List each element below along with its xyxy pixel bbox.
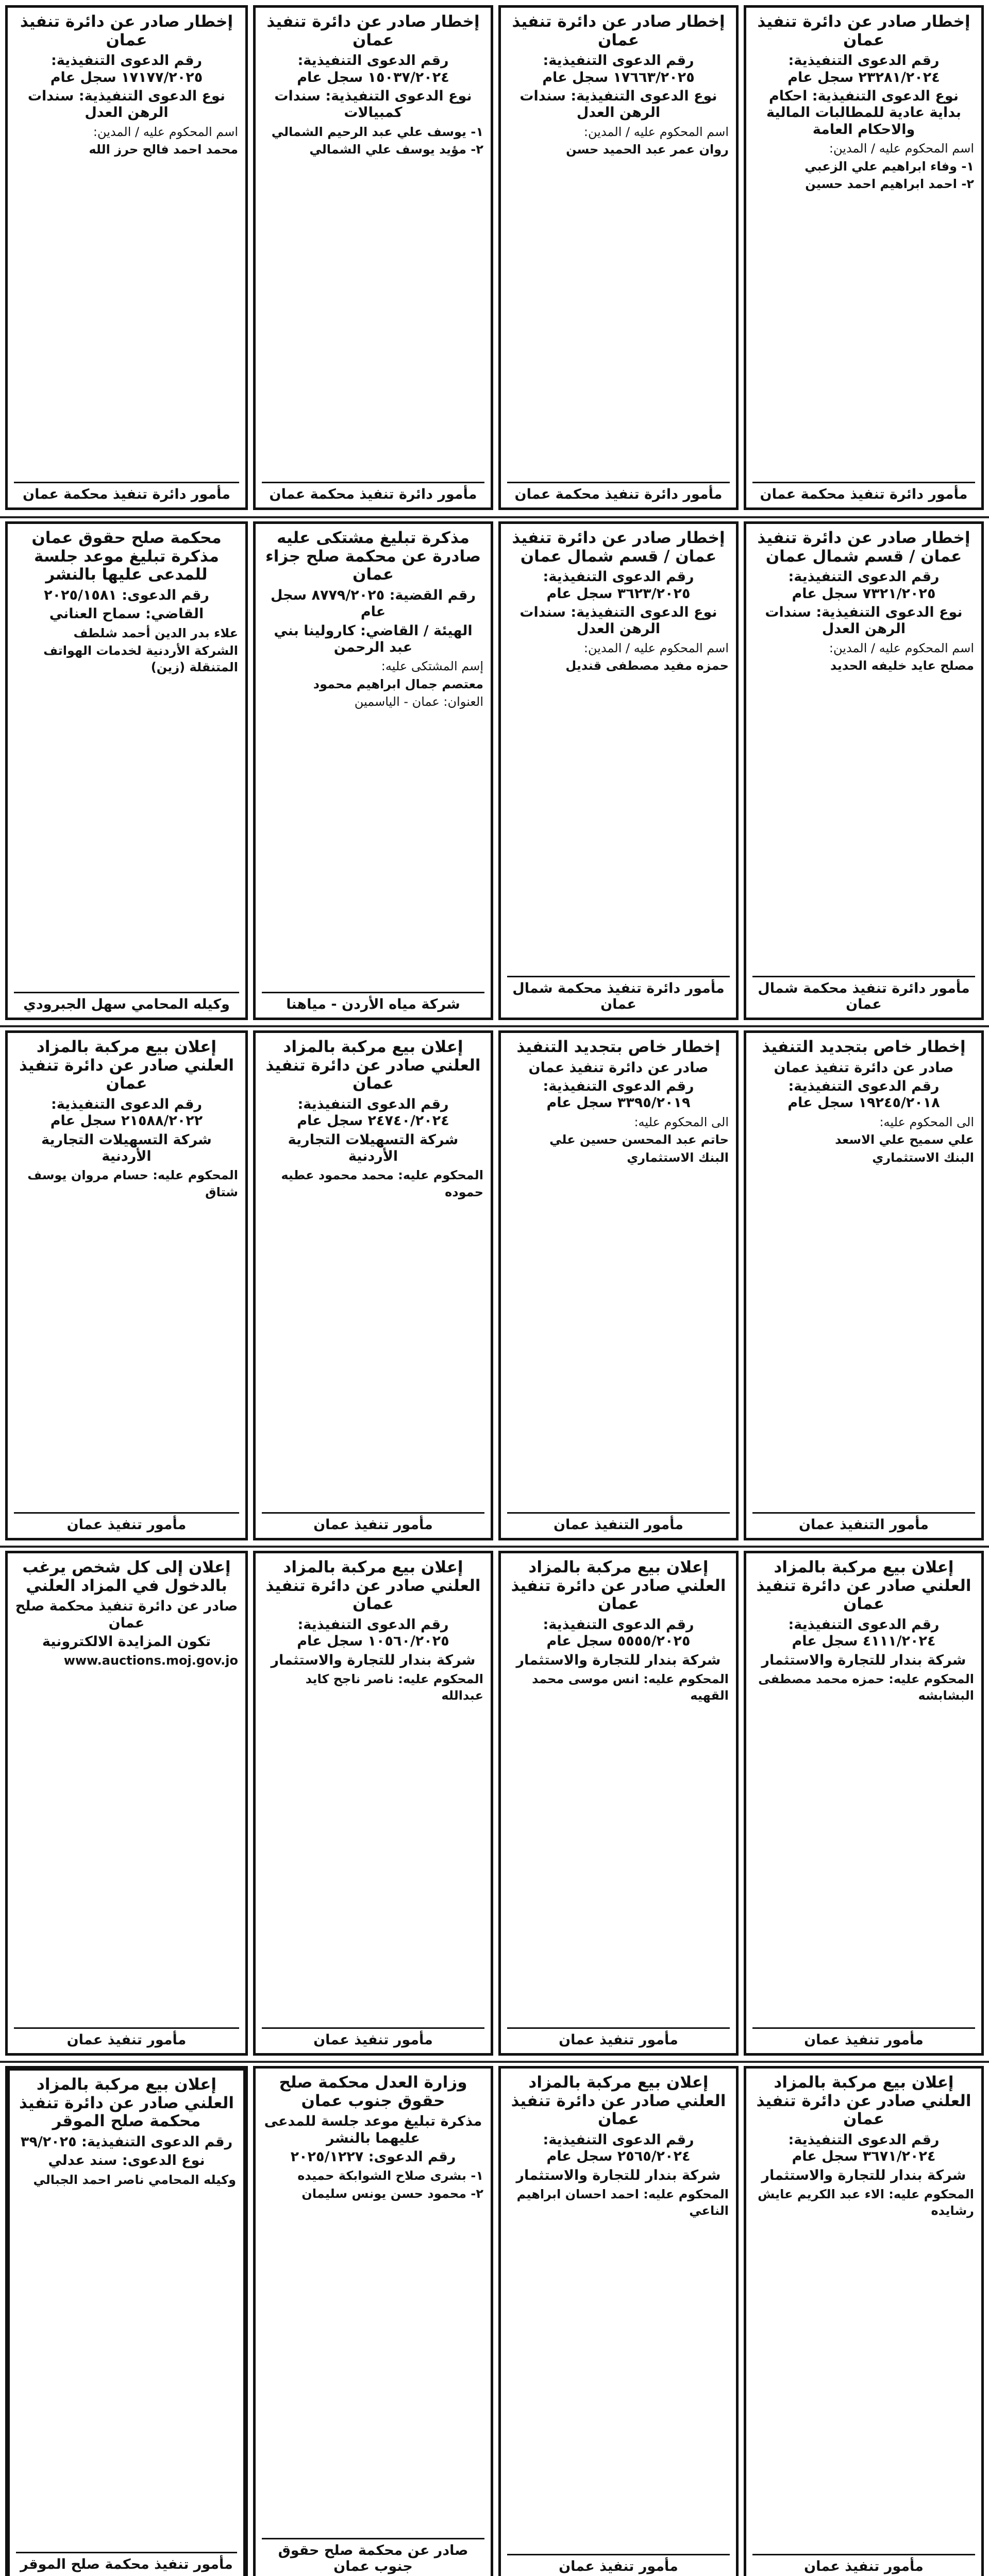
notice-case-type: رقم الدعوى التنفيذية: ٣٣٩٥/٢٠١٩ سجل عام [543, 1078, 694, 1111]
notice-case-type: شركة بندار للتجارة والاستثمار [271, 1652, 476, 1668]
notice-line: علاء بدر الدين أحمد شلطف [73, 625, 238, 640]
notice-case-type: نوع الدعوى التنفيذية: سندات الرهن العدل [27, 88, 226, 121]
notice-card [5, 2066, 248, 2576]
notice-line: اسم المحكوم عليه / المدين: [829, 640, 974, 655]
notice-header: إعلان بيع مركبة بالمزاد العلني صادر عن دائرة تنفيذ عمان [511, 1558, 726, 1614]
notice-line: المحكوم عليه: ناصر ناجح كايد عبدالله [305, 1672, 483, 1703]
notice-line: معتصم جمال ابراهيم محمود [313, 676, 483, 691]
notice-case-type: رقم الدعوى: ٢٠٢٥/١٢٢٧ [290, 2149, 456, 2165]
notice-card [498, 1551, 739, 2056]
notice-footer: شركة مياه الأردن - مياهنا [262, 992, 484, 1012]
notice-case-number: رقم الدعوى التنفيذية: ٢٤٧٤٠/٢٠٢٤ سجل عام [297, 1096, 449, 1129]
notice-header: إعلان بيع مركبة بالمزاد العلني صادر عن دائرة تنفيذ عمان [19, 1038, 234, 1093]
notice-line: ٢- محمود حسن يونس سليمان [301, 2186, 483, 2201]
notice-header: إعلان بيع مركبة بالمزاد العلني صادر عن دائرة تنفيذ عمان [756, 2073, 971, 2129]
notice-header: إعلان بيع مركبة بالمزاد العلني صادر عن دائرة تنفيذ عمان [511, 2073, 726, 2129]
notice-case-type: تكون المزايدة الالكترونية [42, 1634, 211, 1650]
notice-footer: مأمور تنفيذ عمان [14, 2027, 239, 2048]
notice-footer: مأمور دائرة تنفيذ محكمة عمان [262, 482, 484, 502]
row-divider [0, 1025, 989, 1027]
notice-card [253, 521, 493, 1020]
notice-line: العنوان: عمان - الياسمين [354, 694, 483, 709]
notice-case-number: رقم الدعوى التنفيذية: ٣٦٧١/٢٠٢٤ سجل عام [788, 2131, 940, 2165]
notice-card [744, 5, 984, 510]
notice-line: اسم المحكوم عليه / المدين: [829, 141, 974, 156]
notice-case-number: رقم الدعوى: ٢٠٢٥/١٥٨١ [44, 587, 209, 603]
notice-line: إسم المشتكى عليه: [381, 659, 483, 674]
notice-card [5, 1551, 248, 2056]
notice-line: الى المحكوم عليه: [879, 1114, 974, 1129]
notice-header: إخطار صادر عن دائرة تنفيذ عمان [20, 12, 233, 49]
notice-line: مصلح عايد خليفه الحديد [830, 658, 974, 673]
notice-line: حاتم عبد المحسن حسين علي [549, 1132, 729, 1147]
notice-line: الشركة الأردنية لخدمات الهواتف المتنقلة (زين) [43, 643, 238, 675]
notice-line: المحكوم عليه: حمزه محمد مصطفى البشابشه [758, 1672, 974, 1703]
notice-line: ١- يوسف علي عبد الرحيم الشمالي [271, 124, 483, 139]
notice-line: ١- وفاء ابراهيم علي الزعبي [804, 159, 974, 174]
notice-case-number: رقم الدعوى التنفيذية: ١٧٦٦٣/٢٠٢٥ سجل عام [542, 53, 695, 86]
notice-case-number: رقم الدعوى التنفيذية: ١٠٥٦٠/٢٠٢٥ سجل عام [297, 1616, 449, 1650]
notice-case-type: شركة بندار للتجارة والاستثمار [761, 2167, 966, 2183]
notice-footer: مأمور تنفيذ عمان [752, 2554, 975, 2574]
notice-case-number: صادر عن دائرة تنفيذ عمان [528, 1059, 709, 1076]
notice-line: المحكوم عليه: الاء عبد الكريم عايش رشايده [758, 2187, 974, 2218]
notice-line: علي سميح علي الاسعد [835, 1132, 974, 1147]
notice-footer: مأمور دائرة تنفيذ محكمة عمان [507, 482, 730, 502]
notice-footer: مأمور دائرة تنفيذ محكمة شمال عمان [507, 976, 730, 1012]
notice-card [253, 5, 493, 510]
notice-case-number: رقم الدعوى التنفيذية: ٣٩/٢٠٢٥ [20, 2133, 233, 2150]
notice-line: اسم المحكوم عليه / المدين: [93, 124, 238, 139]
notice-card [498, 5, 739, 510]
notice-card [498, 2066, 739, 2576]
notice-line: محمد احمد فالح حرز الله [89, 142, 238, 157]
notice-card [253, 1551, 493, 2056]
notice-line: ١- بشرى صلاح الشوابكة حميده [297, 2168, 483, 2183]
notice-case-number: رقم الدعوى التنفيذية: ١٧١٧٧/٢٠٢٥ سجل عام [50, 53, 203, 86]
notice-header: إخطار صادر عن دائرة تنفيذ عمان [512, 12, 725, 49]
notice-case-number: رقم الدعوى التنفيذية: ٢٣٢٨١/٢٠٢٤ سجل عام [787, 53, 940, 86]
notice-case-number: رقم الدعوى التنفيذية: ٢٥٦٥/٢٠٢٤ سجل عام [543, 2131, 694, 2165]
notice-header: إعلان بيع مركبة بالمزاد العلني صادر عن دائرة تنفيذ عمان [265, 1038, 481, 1093]
notice-header: إخطار خاص بتجديد التنفيذ [762, 1038, 966, 1056]
notice-case-number: رقم الدعوى التنفيذية: ٧٣٢١/٢٠٢٥ سجل عام [788, 569, 940, 602]
notice-line: حمزه مفيد مصطفى قنديل [565, 658, 729, 673]
notice-case-type: نوع الدعوى: سند عدلي [48, 2153, 205, 2169]
notice-card [744, 521, 984, 1020]
notice-header: إخطار صادر عن دائرة تنفيذ عمان / قسم شمال عمان [757, 529, 970, 566]
notice-footer: مأمور دائرة تنفيذ محكمة عمان [14, 482, 239, 502]
notice-case-type: نوع الدعوى التنفيذية: سندات الرهن العدل [519, 88, 717, 121]
notice-footer: مأمور تنفيذ عمان [14, 1512, 239, 1533]
notice-footer: مأمور تنفيذ عمان [752, 2027, 975, 2048]
notice-header: مذكرة تبليغ مشتكى عليه صادرة عن محكمة صلح جزاء عمان [265, 529, 481, 584]
notice-case-number: صادر عن دائرة تنفيذ محكمة صلح عمان [15, 1598, 238, 1631]
row-divider [0, 2061, 989, 2063]
notice-card [253, 2066, 493, 2576]
notice-footer: وكيله المحامي سهل الجبرودي [14, 992, 239, 1012]
notice-case-number: رقم الدعوى التنفيذية: ٤١١١/٢٠٢٤ سجل عام [788, 1616, 940, 1650]
notice-card [253, 1030, 493, 1540]
notice-footer: مأمور التنفيذ عمان [752, 1512, 975, 1533]
row-divider [0, 1546, 989, 1548]
notice-footer: مأمور تنفيذ عمان [507, 2554, 730, 2574]
notice-case-type: نوع الدعوى التنفيذية: سندات الرهن العدل [765, 604, 963, 637]
notice-line: www.auctions.moj.gov.jo [63, 1653, 238, 1668]
notice-header: إعلان بيع مركبة بالمزاد العلني صادر عن دائرة تنفيذ عمان [265, 1558, 481, 1614]
notice-case-number: رقم الدعوى التنفيذية: ٥٥٥٥/٢٠٢٥ سجل عام [543, 1616, 694, 1650]
notice-header: إخطار خاص بتجديد التنفيذ [516, 1038, 720, 1056]
notice-case-type: نوع الدعوى التنفيذية: سندات كمبيالات [274, 88, 472, 121]
notice-case-number: رقم الدعوى التنفيذية: ٣٦٢٣/٢٠٢٥ سجل عام [543, 569, 694, 602]
notice-line: اسم المحكوم عليه / المدين: [583, 124, 729, 139]
notice-line: ٢- احمد ابراهيم احمد حسين [805, 177, 974, 192]
notice-header: وزارة العدل محكمة صلح حقوق جنوب عمان [279, 2073, 467, 2110]
notice-card [5, 521, 248, 1020]
notice-footer: مأمور تنفيذ عمان [262, 2027, 484, 2048]
notice-case-type: شركة بندار للتجارة والاستثمار [516, 1652, 721, 1668]
notice-line: المحكوم عليه: احمد احسان ابراهيم الناعي [516, 2187, 729, 2218]
notice-card [5, 5, 248, 510]
notice-footer: صادر عن محكمة صلح حقوق جنوب عمان [262, 2538, 484, 2574]
notice-case-type: شركة التسهيلات التجارية الأردنية [288, 1131, 459, 1165]
notice-footer: مأمور دائرة تنفيذ محكمة عمان [752, 482, 975, 502]
notice-case-type: رقم الدعوى التنفيذية: ١٩٢٤٥/٢٠١٨ سجل عام [787, 1078, 940, 1111]
notice-line: وكيله المحامي ناصر احمد الجبالي [33, 2172, 236, 2187]
notice-line: اسم المحكوم عليه / المدين: [583, 640, 729, 655]
notice-header: إخطار صادر عن دائرة تنفيذ عمان / قسم شمال عمان [512, 529, 725, 566]
notice-header: إعلان بيع مركبة بالمزاد العلني صادر عن دائرة تنفيذ عمان [756, 1558, 971, 1614]
notice-case-type: الهيئة / القاضي: كارولينا بني عبد الرحمن [274, 622, 473, 656]
notice-card [498, 521, 739, 1020]
notice-case-type: نوع الدعوى التنفيذية: احكام بداية عادية للمطالبات المالية والاحكام العامة [766, 88, 961, 138]
notice-line: البنك الاستثماري [627, 1150, 729, 1165]
row-divider [0, 516, 989, 518]
notice-case-number: رقم الدعوى التنفيذية: ١٥٠٣٧/٢٠٢٤ سجل عام [297, 53, 449, 86]
notice-card [5, 1030, 248, 1540]
notice-card [744, 2066, 984, 2576]
notice-footer: مأمور دائرة تنفيذ محكمة شمال عمان [752, 976, 975, 1012]
notice-header: إعلان إلى كل شخص يرغب بالدخول في المزاد العلني [22, 1558, 231, 1595]
notice-line: البنك الاستثماري [872, 1150, 974, 1165]
notice-header: إخطار صادر عن دائرة تنفيذ عمان [266, 12, 480, 49]
notice-line: المحكوم عليه: انس موسى محمد القهيه [532, 1672, 729, 1703]
notice-line: المحكوم عليه: محمد محمود عطيه حموده [281, 1168, 483, 1199]
notice-line: الى المحكوم عليه: [634, 1114, 729, 1129]
notice-case-type: شركة بندار للتجارة والاستثمار [516, 2167, 721, 2183]
notice-line: ٢- مؤيد يوسف علي الشمالي [309, 142, 483, 157]
notice-header: إعلان بيع مركبة بالمزاد العلني صادر عن دائرة تنفيذ محكمة صلح الموقر [19, 2075, 234, 2131]
notice-header: محكمة صلح حقوق عمان مذكرة تبليغ موعد جلسة للمدعى عليها بالنشر [31, 529, 222, 584]
notice-card [498, 1030, 739, 1540]
notice-case-type: نوع الدعوى التنفيذية: سندات الرهن العدل [519, 604, 717, 637]
notice-case-type: شركة التسهيلات التجارية الأردنية [41, 1131, 212, 1165]
notice-case-number: صادر عن دائرة تنفيذ عمان [774, 1059, 954, 1076]
notice-card [744, 1551, 984, 2056]
notice-footer: مأمور التنفيذ عمان [507, 1512, 730, 1533]
notice-case-number: رقم الدعوى التنفيذية: ٢١٥٨٨/٢٠٢٢ سجل عام [50, 1096, 203, 1129]
notice-footer: مأمور تنفيذ محكمة صلح الموقر [16, 2552, 237, 2572]
notice-case-number: رقم القضية: ٨٧٧٩/٢٠٢٥ سجل عام [270, 587, 476, 620]
notice-footer: مأمور تنفيذ عمان [262, 1512, 484, 1533]
notice-header: إخطار صادر عن دائرة تنفيذ عمان [757, 12, 970, 49]
notice-footer: مأمور تنفيذ عمان [507, 2027, 730, 2048]
notice-line: روان عمر عبد الحميد حسن [566, 142, 729, 157]
notice-case-type: شركة بندار للتجارة والاستثمار [761, 1652, 966, 1668]
notice-case-type: القاضي: سماح العناني [49, 606, 204, 622]
notice-card [744, 1030, 984, 1540]
notice-case-number: مذكرة تبليغ موعد جلسة للمدعى عليهما بالنشر [264, 2113, 482, 2146]
notice-line: المحكوم عليه: حسام مروان يوسف شتاق [27, 1168, 238, 1199]
